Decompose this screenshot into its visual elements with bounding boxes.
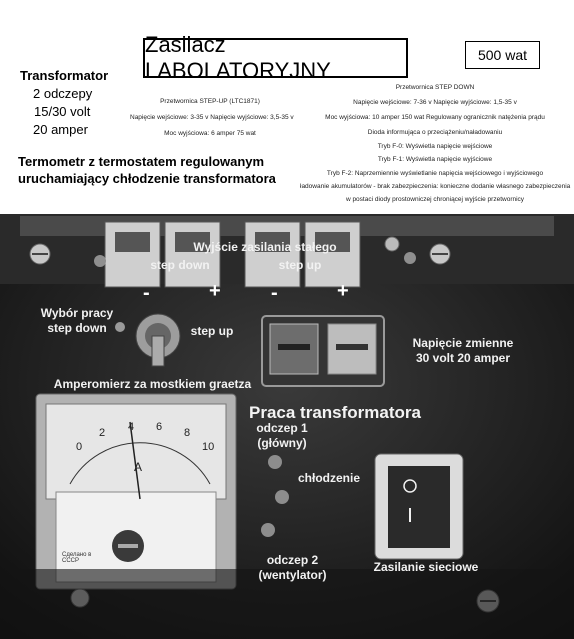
tap1-label xyxy=(252,421,312,451)
mains-power-label: Zasilanie sieciowe xyxy=(373,560,479,574)
transformer-current: 20 amper xyxy=(33,122,88,137)
stepup-power: Moc wyjściowa: 6 amper 75 wat xyxy=(164,130,256,137)
scale-4: 4 xyxy=(128,421,135,433)
tap1-line-2: (główny) xyxy=(257,436,307,450)
mode-select-label xyxy=(32,306,122,336)
stepdown-title: Przetwornica STEP DOWN xyxy=(395,84,475,91)
ammeter-unit: A xyxy=(134,460,143,474)
stepup-output-label: step up xyxy=(278,258,322,272)
device-photo xyxy=(0,214,574,639)
scale-0: 0 xyxy=(76,441,83,453)
dc-output-label: Wyjście zasilania stałego xyxy=(193,240,337,254)
ac-output-line-1: Napięcie zmienne xyxy=(412,336,514,350)
stepdown-diode-note: w postaci diody prostowniczej chroniącej wyjście przetwornicy xyxy=(345,196,525,203)
ac-output-label xyxy=(398,336,528,366)
stepdown-diode: Dioda informująca o przeciążeniu/naładowaniu xyxy=(367,129,503,136)
stepdown-power: Moc wyjściowa: 10 amper 150 wat Regulowany ogranicznik natężenia prądu xyxy=(325,114,545,121)
stepdown-mode-f1: Tryb F-1: Wyświetla napięcie wyjściowe xyxy=(377,156,493,163)
tap2-line-1: odczep 2 xyxy=(266,553,319,567)
mode-stepup-label: step up xyxy=(190,324,234,338)
ammeter-maker: Сделано в СССР xyxy=(62,552,92,564)
ammeter-label: Amperomierz za mostkiem graetza xyxy=(53,377,252,391)
transformer-heading: Transformator xyxy=(20,68,109,83)
scale-6: 6 xyxy=(156,421,163,433)
transformer-work-label: Praca transformatora xyxy=(249,403,421,422)
tap1-line-1: odczep 1 xyxy=(256,421,308,435)
scale-2: 2 xyxy=(99,427,106,439)
ac-socket xyxy=(262,316,384,386)
mode-select-line-1: Wybór pracy xyxy=(40,306,114,320)
stepdown-minus-sign: - xyxy=(143,282,150,304)
cooling-label: chłodzenie xyxy=(297,471,360,485)
ammeter-scale xyxy=(76,421,216,453)
tap2-line-2: (wentylator) xyxy=(258,568,327,582)
stepup-plus-sign: + xyxy=(337,280,349,302)
stepdown-mode-f0: Tryb F-0: Wyświetla napięcie wejściowe xyxy=(377,143,493,150)
tap2-label xyxy=(250,553,335,583)
power-rating: 500 wat xyxy=(465,41,540,69)
thermostat-line-2: uruchamiający chłodzenie transformatora xyxy=(18,171,276,186)
stepup-title: Przetwornica STEP-UP (LTC1871) xyxy=(160,98,260,105)
thermostat-note xyxy=(18,153,288,187)
transformer-taps: 2 odczepy xyxy=(33,86,93,101)
stepdown-mode-f2: Tryb F-2: Naprzemiennie wyświetlanie napięcia wejściowego i wyjściowego xyxy=(326,170,544,177)
stepup-minus-sign: - xyxy=(271,282,278,304)
stepup-voltage: Napięcie wejściowe: 3-35 v Napięcie wyjściowe: 3,5-35 v xyxy=(130,114,294,121)
ac-output-line-2: 30 volt 20 amper xyxy=(415,351,511,365)
main-title: Zasilacz LABOLATORYJNY xyxy=(143,38,408,78)
mains-rocker-switch[interactable] xyxy=(375,454,463,559)
stepdown-output-label: step down xyxy=(150,258,210,272)
stepdown-charging-note: ładowanie akumulatorów - brak zabezpieczenia: konieczne dodanie własnego zabezpieczenia xyxy=(300,183,571,190)
mode-select-line-2: step down xyxy=(47,321,107,335)
transformer-voltage: 15/30 volt xyxy=(34,104,91,119)
stepdown-plus-sign: + xyxy=(209,280,221,302)
stepdown-voltage: Napięcie wejściowe: 7-36 v Napięcie wyjściowe: 1,5-35 v xyxy=(353,99,517,106)
scale-10: 10 xyxy=(202,441,215,453)
thermostat-line-1: Termometr z termostatem regulowanym xyxy=(18,154,265,169)
scale-8: 8 xyxy=(184,427,191,439)
